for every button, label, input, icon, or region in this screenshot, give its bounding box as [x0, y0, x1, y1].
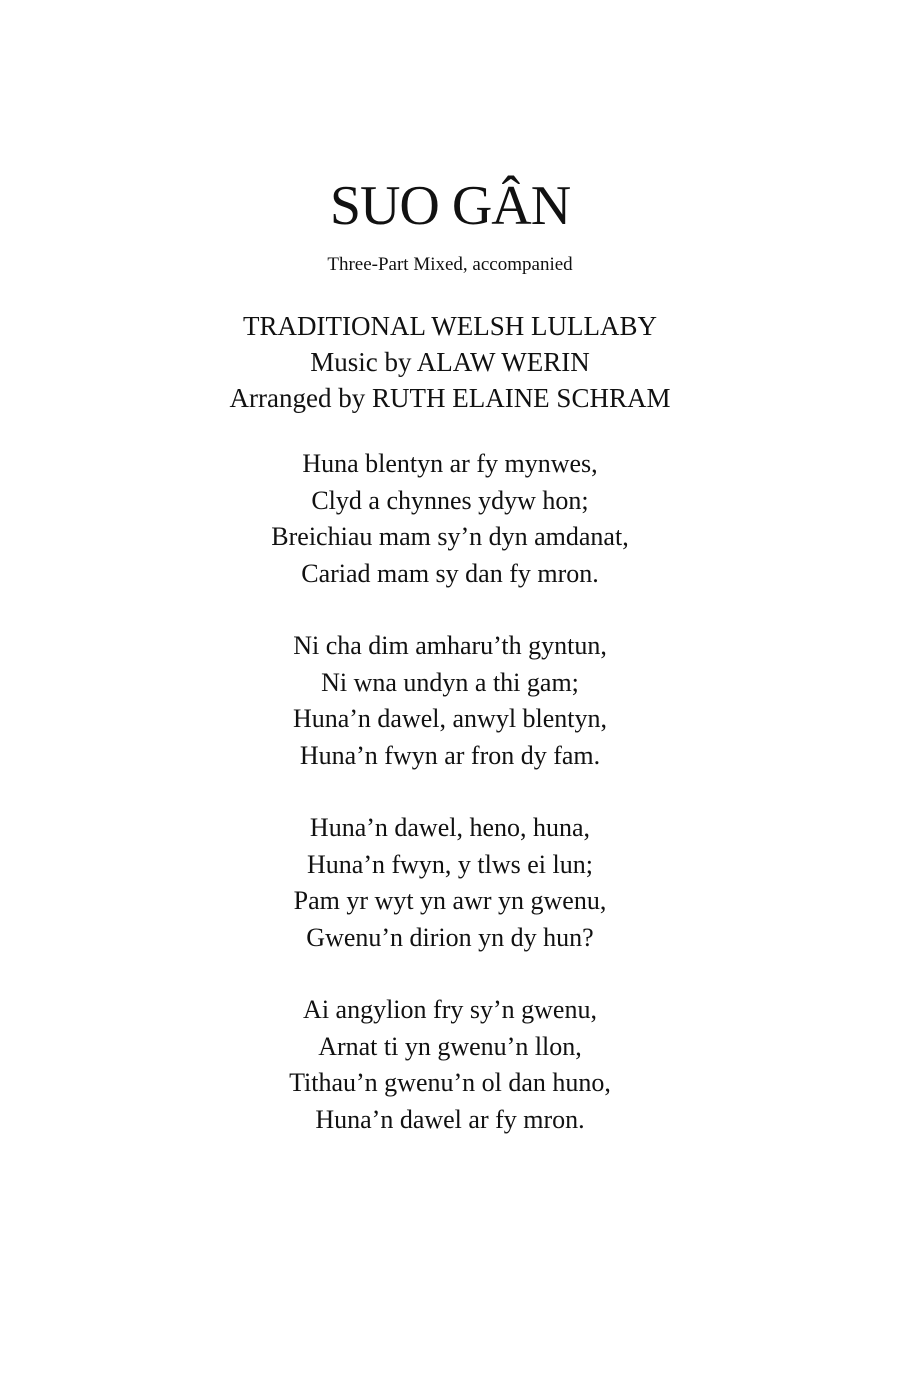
verse-line: Ai angylion fry sy’n gwenu, [303, 995, 597, 1024]
verse-line: Cariad mam sy dan fy mron. [301, 558, 599, 588]
verse-line: Ni wna undyn a thi gam; [321, 667, 579, 697]
verse-line: Huna’n dawel, heno, huna, [309, 813, 591, 842]
verse-line: Huna’n dawel, anwyl blentyn, [292, 704, 608, 733]
credit-origin: TRADITIONAL WELSH LULLABY [243, 311, 657, 341]
page-title: SUO GÂN [329, 175, 571, 237]
verse-line: Pam yr wyt yn awr yn gwenu, [293, 886, 607, 915]
stanza-3 [0, 810, 900, 956]
voicing-subtitle: Three-Part Mixed, accompanied [327, 254, 573, 275]
credit-arranger: Arranged by RUTH ELAINE SCHRAM [229, 383, 671, 413]
stanza-2 [0, 628, 900, 774]
verse-line: Arnat ti yn gwenu’n llon, [318, 1031, 582, 1061]
stanza-1 [0, 446, 900, 592]
verse-line: Huna blentyn ar fy mynwes, [302, 449, 598, 478]
verse-line: Breichiau mam sy’n dyn amdanat, [271, 522, 629, 551]
credits-block [0, 308, 900, 416]
stanza-4 [0, 992, 900, 1138]
verse-line: Ni cha dim amharu’th gyntun, [293, 631, 607, 660]
verse-line: Tithau’n gwenu’n ol dan huno, [289, 1068, 611, 1097]
verse-line: Clyd a chynnes ydyw hon; [311, 485, 589, 515]
verse-line: Gwenu’n dirion yn dy hun? [306, 922, 594, 952]
credit-music: Music by ALAW WERIN [310, 347, 590, 377]
verse-line: Huna’n fwyn ar fron dy fam. [299, 740, 601, 770]
verse-line: Huna’n fwyn, y tlws ei lun; [307, 849, 593, 879]
verse-line: Huna’n dawel ar fy mron. [315, 1104, 585, 1134]
